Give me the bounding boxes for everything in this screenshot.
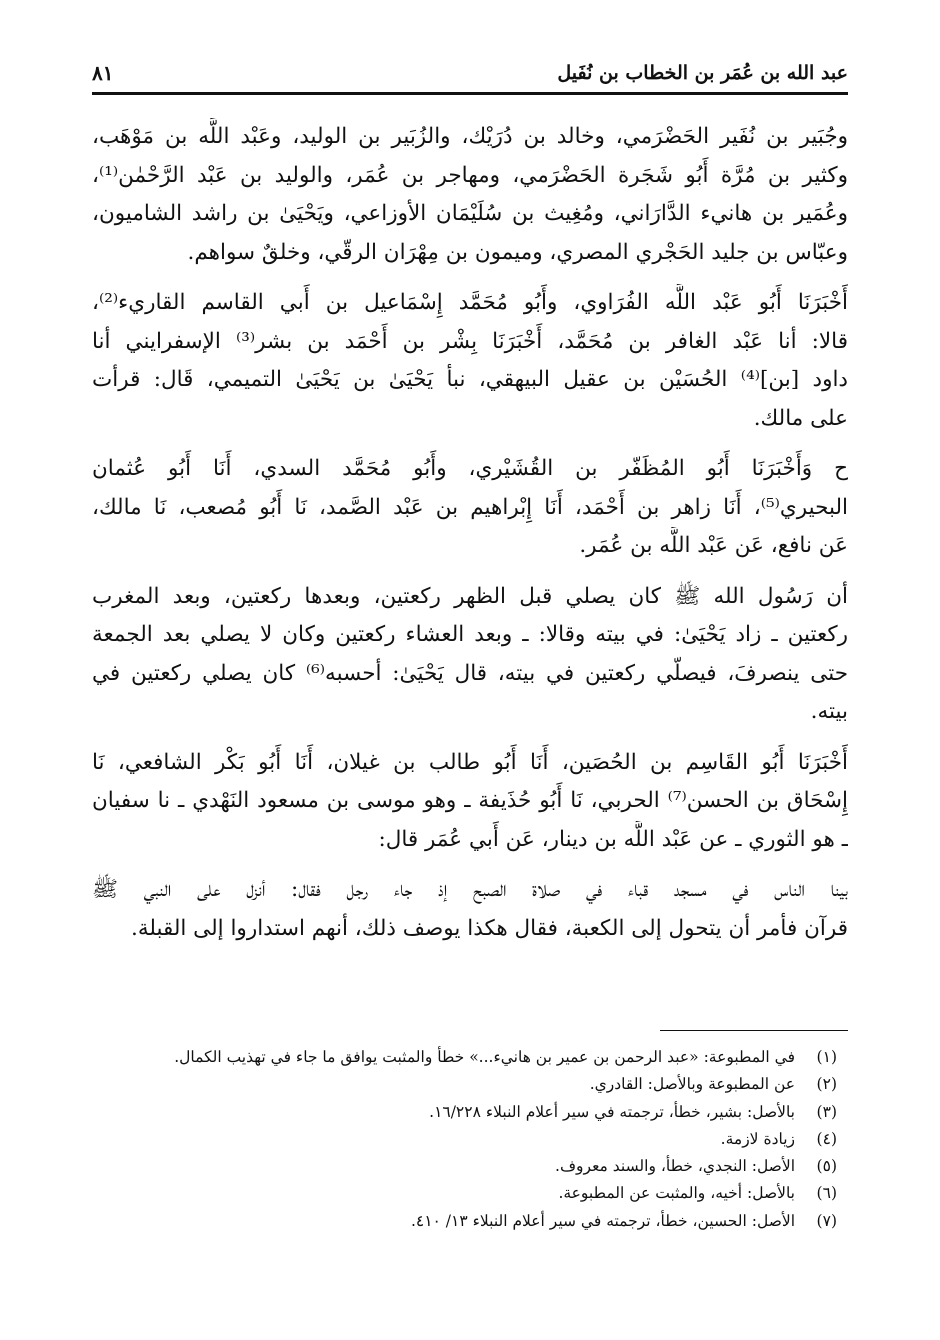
footnote <box>92 1071 837 1098</box>
footnote <box>92 1208 837 1235</box>
footnote-number: (٢) <box>816 1075 837 1094</box>
footnote <box>92 1153 837 1180</box>
text-line: ح وَأَخْبَرَنَا أَبُو المُظَفّر بن القُشَيْري، وأَبُو مُحَمَّد السدي، أَنَا أَبُو عُثمان <box>92 456 848 481</box>
text-line: قرآن فأمر أن يتحول إلى الكعبة، فقال هكذا يوصف ذلك، أنهم استداروا إلى القبلة. <box>130 915 848 941</box>
text-line: قالا: أنا عَبْد الغافر بن مُحَمَّد، أَخْبَرَنَا بِشْر بن أَحْمَد بن بشر⁽³⁾ الإسفرايني أنا <box>92 328 848 354</box>
text-line: عَن نافع، عَن عَبْد اللَّه بن عُمَر. <box>579 533 848 558</box>
text-line: وكثير بن مُرَّة أَبُو شَجَرة الحَضْرَمي، ومهاجر بن عُمَر، والوليد بن عَبْد الرَّحْمٰن⁽¹⁾، <box>92 162 848 188</box>
footnotes <box>92 1044 837 1235</box>
text-line: وجُبَير بن نُفَير الحَضْرَمي، وخالد بن دُرَيْك، والزُبَير بن الوليد، وعَبْد اللَّه بن مَوْهَب، <box>92 124 848 149</box>
text-line: أَخْبَرَنَا أَبُو عَبْد اللَّه الفُرَاوي، وأَبُو مُحَمَّد إِسْمَاعيل بن أَبي القاسم القاريء⁽²⁾، <box>92 290 848 315</box>
footnote-number: (١) <box>816 1048 837 1066</box>
footnote <box>92 1126 837 1153</box>
text-line: البحيري⁽⁵⁾، أَنَا زاهر بن أَحْمَد، أَنَا إِبْراهيم بن عَبْد الصَّمد، نَا أَبُو مُصعب، نَا مالك، <box>92 494 848 520</box>
footnote-number: (٦) <box>816 1184 837 1203</box>
text-line: ـ هو الثوري ـ عن عَبْد اللَّه بن دينار، عَن أَبي عُمَر قال: <box>378 826 848 852</box>
footnote-text: الأصل: الحسين، خطأ، ترجمته في سير أعلام النبلاء ١٣/ ٤١٠. <box>410 1211 795 1230</box>
header-rule <box>92 92 848 95</box>
text-line: أَخْبَرَنَا أَبُو القَاسِم بن الحُصَين، أَنَا أَبُو طالب بن غيلان، أَنَا أَبُو بَكْر الشافعي، نَا <box>92 749 848 775</box>
text-line: داود [بن]⁽⁴⁾ الحُسَيْن بن عقيل البيهقي، نبأ يَحْيَىٰ بن يَحْيَىٰ التميمي، قَال: قرأت <box>92 367 848 392</box>
text-line: حتى ينصرفَ، فيصلّي ركعتين في بيته، قال يَحْيَىٰ: أحسبه⁽⁶⁾ كان يصلي ركعتين في <box>92 660 848 686</box>
footnote-number: (٧) <box>816 1211 837 1230</box>
text-line: إِسْحَاق بن الحسن⁽⁷⁾ الحربي، نَا أَبُو حُذَيفة ـ وهو موسى بن مسعود النَهْدي ـ نا سفيان <box>92 788 848 813</box>
footnote-number: (٥) <box>816 1157 837 1176</box>
text-line: أن رَسُول الله ﷺ كان يصلي قبل الظهر ركعتين، وبعدها ركعتين، وبعد المغرب <box>92 583 848 609</box>
footnote-number: (٤) <box>816 1129 837 1148</box>
footnote <box>92 1044 837 1071</box>
paragraph-isnad-2 <box>92 450 848 566</box>
paragraph-isnad-1 <box>92 284 848 438</box>
footnote-text: بالأصل: بشير، خطأ، ترجمته في سير أعلام النبلاء ١٦/٢٢٨. <box>429 1102 795 1121</box>
text-line: ركعتين ـ زاد يَحْيَىٰ: في بيته وقالا: ـ وبعد العشاء ركعتين وكان لا يصلي بعد الجمعة <box>92 622 848 647</box>
footnote-separator <box>660 1030 848 1031</box>
paragraph-matn-2 <box>92 871 848 948</box>
footnote-number: (٣) <box>816 1102 837 1121</box>
text-line: وعبّاس بن جليد الحَجْري المصري، وميمون بن مِهْرَان الرقّي، وخلقٌ سواهم. <box>187 239 848 265</box>
header-title: عبد الله بن عُمَر بن الخطاب بن نُفَيل <box>557 62 848 84</box>
text-line: بينا الناس في مسجد قباء في صلاة الصبح إذ جاء رجل فقال: أنزل على النبي ﷺ <box>92 877 848 902</box>
text-line: بيته. <box>810 699 848 724</box>
paragraph-matn-1 <box>92 578 848 732</box>
footnote <box>92 1180 837 1207</box>
footnote-text: في المطبوعة: «عبد الرحمن بن عمير بن هانيء...» خطأ والمثبت يوافق ما جاء في تهذيب الكمال. <box>174 1048 795 1066</box>
footnote-text: عن المطبوعة وبالأصل: القادري. <box>589 1075 795 1094</box>
footnote-text: زيادة لازمة. <box>720 1129 795 1148</box>
paragraph-transmitters <box>92 118 848 272</box>
text-line: وعُمَير بن هانيء الدَّارَاني، ومُغِيث بن سُلَيْمَان الأوزاعي، ويَحْيَىٰ بن راشد الشاميون، <box>92 201 848 226</box>
running-header <box>92 58 848 88</box>
main-text <box>92 118 848 960</box>
page-number: ٨١ <box>92 61 114 85</box>
footnote-text: الأصل: النجدي، خطأ، والسند معروف. <box>555 1157 795 1176</box>
text-line: على مالك. <box>753 405 848 431</box>
footnote <box>92 1099 837 1126</box>
paragraph-isnad-3 <box>92 744 848 860</box>
footnote-text: بالأصل: أخيه، والمثبت عن المطبوعة. <box>558 1184 795 1203</box>
